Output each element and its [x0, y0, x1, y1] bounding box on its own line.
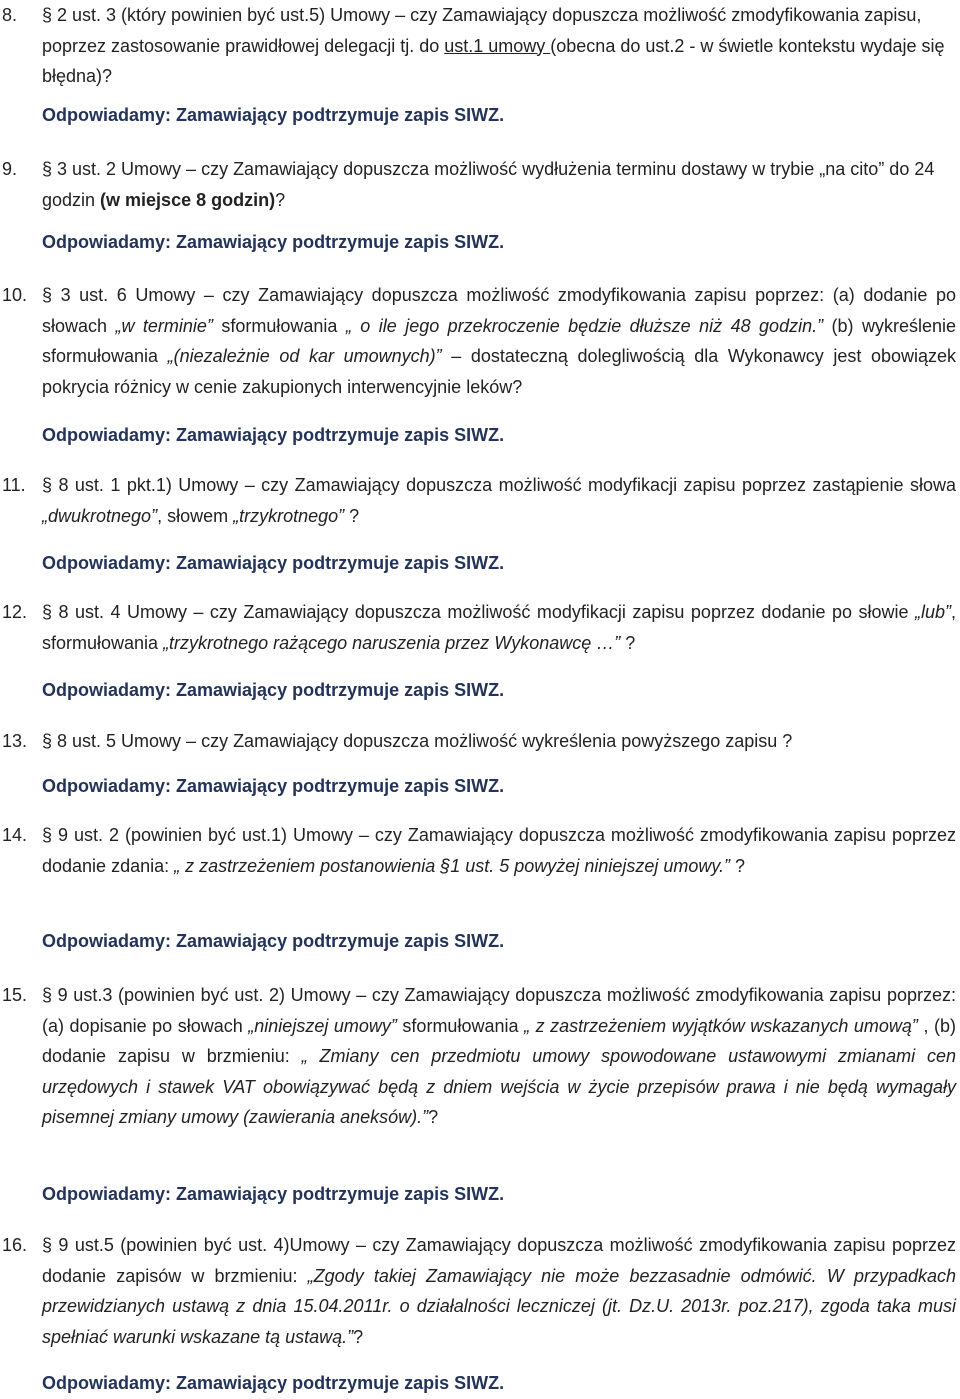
answer-text: Odpowiadamy: Zamawiający podtrzymuje zapis SIWZ. — [42, 1184, 505, 1204]
answer-text: Odpowiadamy: Zamawiający podtrzymuje zapis SIWZ. — [42, 1373, 505, 1393]
answer-text: Odpowiadamy: Zamawiający podtrzymuje zapis SIWZ. — [42, 425, 505, 445]
answer-text: Odpowiadamy: Zamawiający podtrzymuje zapis SIWZ. — [42, 232, 505, 252]
question-text: § 8 ust. 1 pkt.1) Umowy – czy Zamawiający dopuszcza możliwość modyfikacji zapisu poprzez zastąpienie słowa „dwukrotnego”, słowem „trzykrotnego” ? — [42, 475, 956, 526]
question-number: 11. — [2, 475, 26, 495]
question-number: 10. — [2, 285, 28, 305]
answer-text: Odpowiadamy: Zamawiający podtrzymuje zapis SIWZ. — [42, 776, 505, 796]
answer-text: Odpowiadamy: Zamawiający podtrzymuje zapis SIWZ. — [42, 553, 505, 573]
question-text: § 3 ust. 2 Umowy – czy Zamawiający dopuszcza możliwość wydłużenia terminu dostawy w trybie „na cito” do 24 godzin (w miejsce 8 godzin)? — [42, 159, 935, 210]
question-number: 16. — [2, 1235, 28, 1255]
question-text: § 9 ust.3 (powinien być ust. 2) Umowy – czy Zamawiający dopuszcza możliwość zmodyfikowania zapisu poprzez: (a) dopisanie po słowach „niniejszej umowy” sformułowania „ z zastrzeżeniem wyjątków wskazanych umową” , (b) dodanie zapisu w brzmieniu: „ Zmiany cen przedmiotu umowy spowodowane ustawowymi zmianami cen urzędowych i stawek VAT obowiązywać będą z dniem wejścia w życie przepisów prawa i nie będą wymagały pisemnej zmiany umowy (zawierania aneksów).”? — [42, 985, 956, 1127]
question-text: § 2 ust. 3 (który powinien być ust.5) Umowy – czy Zamawiający dopuszcza możliwość zmodyfikowania zapisu, poprzez zastosowanie prawidłowej delegacji tj. do ust.1 umowy (obecna do ust.2 - w świetle kontekstu wydaje się błędna)? — [42, 5, 945, 86]
question-text: § 3 ust. 6 Umowy – czy Zamawiający dopuszcza możliwość zmodyfikowania zapisu poprzez: (a) dodanie po słowach „w terminie” sformułowania „ o ile jego przekroczenie będzie dłuższe niż 48 godzin.” (b) wykreślenie sformułowania „(niezależnie od kar umownych)” – dostateczną dolegliwością dla Wykonawcy jest obowiązek pokrycia różnicy w cenie zakupionych interwencyjnie leków? — [42, 285, 957, 397]
question-text: § 9 ust.5 (powinien być ust. 4)Umowy – czy Zamawiający dopuszcza możliwość zmodyfikowania zapisu poprzez dodanie zapisów w brzmieniu: „Zgody takiej Zamawiający nie może bezzasadnie odmówić. W przypadkach przewidzianych ustawą z dnia 15.04.2011r. o działalności leczniczej (jt. Dz.U. 2013r. poz.217), zgoda taka musi spełniać warunki wskazane tą ustawą.”? — [42, 1235, 956, 1347]
question-number: 12. — [2, 602, 28, 622]
question-text: § 8 ust. 5 Umowy – czy Zamawiający dopuszcza możliwość wykreślenia powyższego zapisu ? — [42, 731, 793, 751]
answer-text: Odpowiadamy: Zamawiający podtrzymuje zapis SIWZ. — [42, 680, 505, 700]
question-text: § 9 ust. 2 (powinien być ust.1) Umowy – czy Zamawiający dopuszcza możliwość zmodyfikowania zapisu poprzez dodanie zdania: „ z zastrzeżeniem postanowienia §1 ust. 5 powyżej niniejszej umowy.” ? — [42, 825, 956, 876]
question-number: 13. — [2, 731, 28, 751]
answer-text: Odpowiadamy: Zamawiający podtrzymuje zapis SIWZ. — [42, 105, 505, 125]
question-number: 8. — [2, 5, 18, 25]
question-number: 9. — [2, 159, 18, 179]
question-number: 15. — [2, 985, 28, 1005]
answer-text: Odpowiadamy: Zamawiający podtrzymuje zapis SIWZ. — [42, 931, 505, 951]
question-text: § 8 ust. 4 Umowy – czy Zamawiający dopuszcza możliwość modyfikacji zapisu poprzez dodanie po słowie „lub”, sformułowania „trzykrotnego rażącego naruszenia przez Wykonawcę …” ? — [42, 602, 956, 653]
question-number: 14. — [2, 825, 28, 845]
